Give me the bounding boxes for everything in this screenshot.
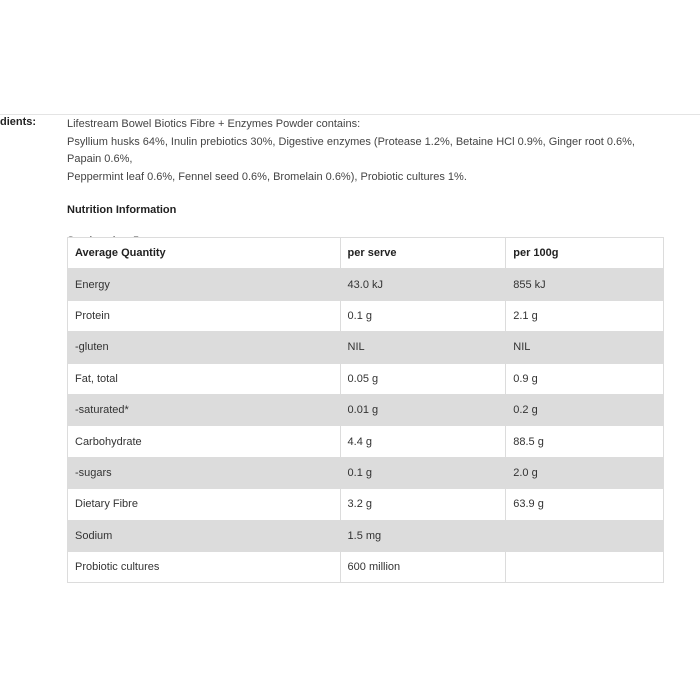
section-divider [0,114,700,115]
per-100g-value: 855 kJ [506,269,664,300]
table-row [68,551,664,582]
table-header-row [68,238,664,269]
nutrient-name: -sugars [68,457,341,488]
per-serve-value: 1.5 mg [340,520,506,551]
column-header: per serve [340,238,506,269]
table-row [68,489,664,520]
table-row [68,394,664,425]
nutrient-name: -gluten [68,332,341,363]
nutrient-name: Carbohydrate [68,426,341,457]
per-100g-value: 88.5 g [506,426,664,457]
per-serve-value: 0.1 g [340,457,506,488]
per-100g-value [506,551,664,582]
per-100g-value: NIL [506,332,664,363]
table-row [68,363,664,394]
ingredients-text [67,116,667,186]
nutrition-table [67,237,664,583]
per-100g-value: 0.9 g [506,363,664,394]
per-100g-value: 0.2 g [506,394,664,425]
per-serve-value: NIL [340,332,506,363]
table-row [68,332,664,363]
table-row [68,457,664,488]
per-serve-value: 0.01 g [340,394,506,425]
nutrient-name: -saturated* [68,394,341,425]
column-header: Average Quantity [68,238,341,269]
table-row [68,520,664,551]
nutrient-name: Protein [68,300,341,331]
table-row [68,269,664,300]
per-100g-value: 2.1 g [506,300,664,331]
per-serve-value: 43.0 kJ [340,269,506,300]
nutrient-name: Energy [68,269,341,300]
ingredients-line: Psyllium husks 64%, Inulin prebiotics 30%, Digestive enzymes (Protease 1.2%, Betaine HCl 0.9%, Ginger root 0.6%, Papain 0.6%, [67,135,635,165]
per-serve-value: 0.05 g [340,363,506,394]
column-header: per 100g [506,238,664,269]
ingredients-label: dients: [0,116,37,128]
per-serve-value: 600 million [340,551,506,582]
per-serve-value: 4.4 g [340,426,506,457]
table-row [68,300,664,331]
per-100g-value [506,520,664,551]
per-serve-value: 3.2 g [340,489,506,520]
nutrition-title: Nutrition Information [67,204,177,216]
nutrient-name: Sodium [68,520,341,551]
per-serve-value: 0.1 g [340,300,506,331]
table-row [68,426,664,457]
nutrient-name: Probiotic cultures [68,551,341,582]
per-100g-value: 63.9 g [506,489,664,520]
per-100g-value: 2.0 g [506,457,664,488]
ingredients-intro: Lifestream Bowel Biotics Fibre + Enzymes Powder contains: [67,118,361,130]
product-info [67,116,667,247]
ingredients-line: Peppermint leaf 0.6%, Fennel seed 0.6%, Bromelain 0.6%), Probiotic cultures 1%. [67,170,467,183]
nutrient-name: Fat, total [68,363,341,394]
nutrient-name: Dietary Fibre [68,489,341,520]
